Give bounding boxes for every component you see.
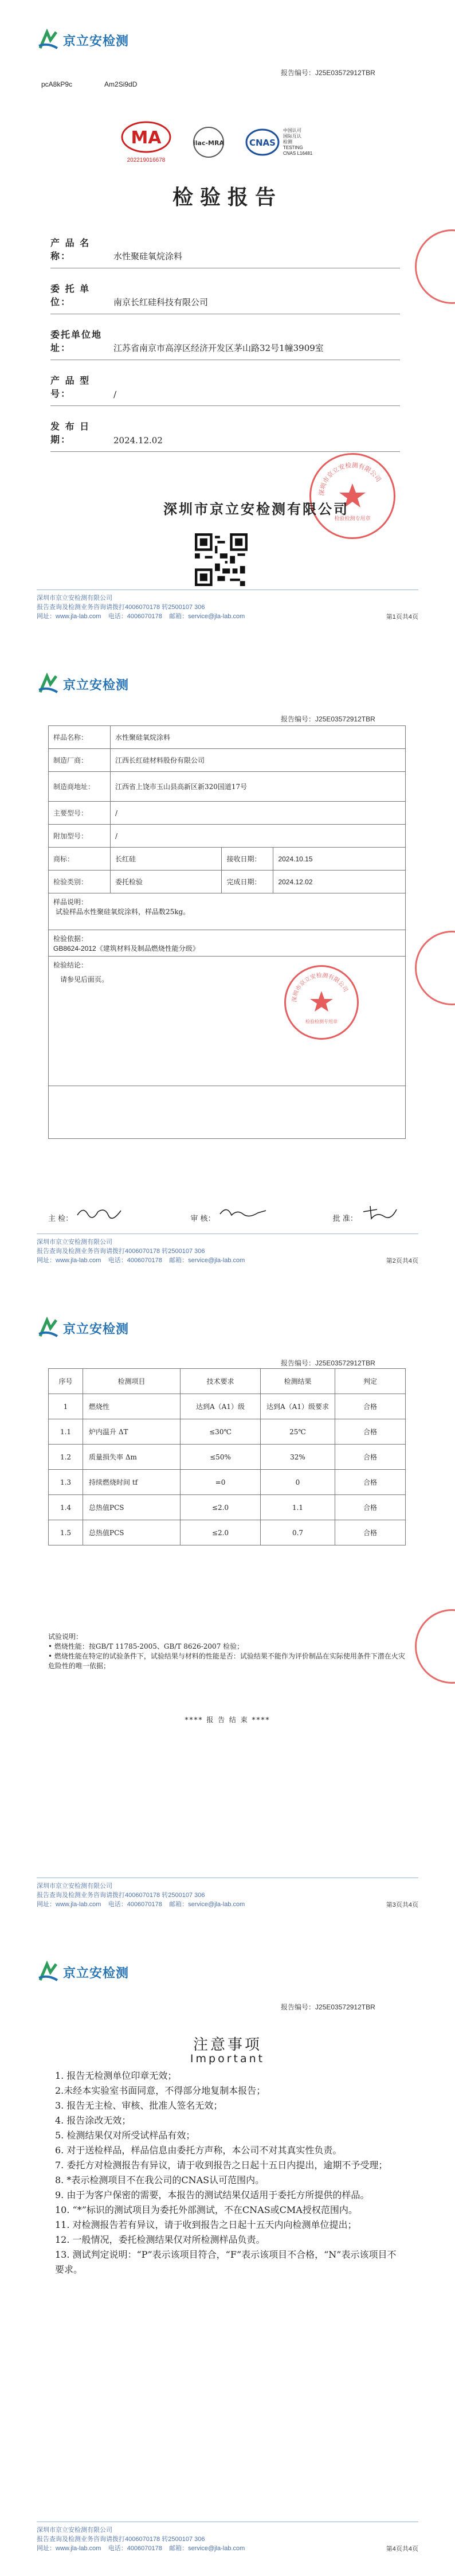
cma-logo <box>120 120 172 163</box>
info-row: 委 托 单 位： 南京长红硅科技有限公司 <box>50 268 400 314</box>
list-item: 4. 报告涂改无效； <box>55 2115 131 2126</box>
brand-name: 京立安检测 <box>63 34 130 49</box>
page-number: 第2页共4页 <box>386 1258 418 1264</box>
code-1: pcA8kP9c <box>41 80 73 88</box>
cnas-text: 中国认可 国际互认 检测 TESTING CNAS L16481 <box>283 127 313 156</box>
table-row: 1.2 质量损失率 Δm ≤50% 32% 合格 <box>49 1445 406 1470</box>
page-number: 第4页共4页 <box>386 2546 418 2552</box>
report-number: 报告编号：J25E03572912TBR <box>281 715 375 723</box>
side-stamp <box>415 931 455 1005</box>
notice-title-en: Important <box>190 2052 265 2065</box>
report-number: 报告编号：J25E03572912TBR <box>281 2003 375 2011</box>
sig-approve: 批 准： <box>333 1204 406 1223</box>
info-row: 产 品 型 号： / <box>50 360 400 406</box>
report-number: 报告编号：J25E03572912TBR <box>281 1359 375 1367</box>
brand-icon <box>37 29 60 52</box>
notice-title: 注意事项 <box>193 2036 262 2054</box>
report-title: 检验报告 <box>172 185 283 209</box>
list-item: 5. 检测结果仅对所受试样品有效； <box>55 2130 195 2141</box>
signature-row <box>48 1204 406 1223</box>
svg-text:MA: MA <box>131 128 162 148</box>
verification-codes <box>41 80 169 88</box>
list-item: 7. 委托方对检测报告有异议，请于收到报告之日起十五日内提出，逾期不予受理； <box>55 2160 388 2171</box>
footer-url[interactable]: www.jla-lab.com <box>56 613 101 620</box>
report-end: **** 报 告 结 束 **** <box>185 1716 270 1724</box>
certification-logos <box>120 120 312 163</box>
issuer-company: 深圳市京立安检测有限公司 <box>163 501 349 517</box>
list-item: 9. 由于为客户保密的需要，本报告的测试结果仅适用于委托方所提供的样品。 <box>55 2189 370 2200</box>
brand-logo: 京立安检测 <box>37 1961 129 1984</box>
brand-icon <box>37 1961 60 1984</box>
page-footer: 深圳市京立安检测有限公司 报告查询及检测业务咨询请拨打4006070178 转2500107 306 网址：www.jla-lab.com 电话：4006070178 邮箱：service@jla-lab.com 第1页共4页 <box>37 590 418 621</box>
cnas-icon <box>245 126 280 159</box>
cnas-logo <box>245 126 312 159</box>
table-row: 1.3 持续燃烧时间 tf =0 0 合格 <box>49 1470 406 1495</box>
table-header: 序号 检测项目 技术要求 检测结果 判定 <box>49 1369 406 1394</box>
info-row: 产 品 名 称： 水性聚硅氧烷涂料 <box>50 223 400 268</box>
signature-approver <box>360 1204 406 1221</box>
page-footer: 深圳市京立安检测有限公司 报告查询及检测业务咨询请拨打4006070178 转2500107 306 网址：www.jla-lab.com 电话：4006070178 邮箱：service@jla-lab.com 第4页共4页 <box>37 2522 418 2553</box>
page-2 <box>0 644 455 1288</box>
sample-info-table: 样品名称： 水性聚硅氧烷涂料 制造厂商： 江西长红硅材料股份有限公司 制造商地址： 江西省上饶市玉山县高新区新320国道17号 主要型号： / 附加型号： / 商标： 长红硅 接收日期： 2024.10.15 检验类别： 委托检验 完成日期： 2024.12.02 样品说明： 试验样品水性聚硅氧烷涂料，样品数25kg。 检验依据： GB8624-2012《建筑材料及制品燃烧性能分级》 检验结论： 请参见后面页。 <box>48 725 406 1139</box>
info-row: 委托单位地址： 江苏省南京市高淳区经济开发区茅山路32号1幢3909室 <box>50 314 400 360</box>
list-item: 8. *表示检测项目不在我公司的CNAS认可范围内。 <box>55 2175 265 2185</box>
page-number: 第1页共4页 <box>386 614 418 620</box>
test-notes: 试验说明： • 燃烧性能：按GB/T 11785-2005、GB/T 8626-2007 检验； • 燃烧性能在特定的试验条件下，试验结果与材料的性能是否：试验结果不能作为评价制品在实际使用条件下潜在火灾危险性的唯一依据； <box>48 1633 405 1670</box>
side-stamp <box>415 229 455 304</box>
sig-audit: 审 核： <box>190 1204 269 1223</box>
svg-text:深圳市京立安检测有限公司: 深圳市京立安检测有限公司 <box>291 972 349 1003</box>
list-item: 2.未经本实验室书面同意，不得部分地复制本报告； <box>55 2085 266 2096</box>
svg-text:检验检测专用章: 检验检测专用章 <box>334 516 371 522</box>
page-footer: 深圳市京立安检测有限公司 报告查询及检测业务咨询请拨打4006070178 转2500107 306 网址：www.jla-lab.com 电话：4006070178 邮箱：service@jla-lab.com 第3页共4页 <box>37 1878 418 1909</box>
ilac-mra-icon <box>186 126 232 159</box>
svg-text:ilac-MRA: ilac-MRA <box>193 139 224 147</box>
signature-inspector <box>75 1204 127 1221</box>
page-3 <box>0 1288 455 1932</box>
sig-main: 主 检： <box>48 1204 127 1223</box>
signature-auditor <box>218 1204 269 1221</box>
footer-mail[interactable]: service@jla-lab.com <box>188 613 245 620</box>
page-number: 第3页共4页 <box>386 1902 418 1908</box>
cma-number: 202219016678 <box>127 157 166 163</box>
notice-list <box>55 2068 399 2277</box>
brand-logo <box>37 29 129 52</box>
brand-icon <box>37 673 60 696</box>
brand-logo: 京立安检测 <box>37 1317 129 1340</box>
info-row: 发 布 日 期： 2024.12.02 <box>50 406 400 452</box>
brand-logo: 京立安检测 <box>37 673 129 696</box>
table-row: 1 燃烧性 达到A（A1）级 达到A（A1）级要求 合格 <box>49 1394 406 1419</box>
cma-icon <box>120 120 172 154</box>
list-item: 13. 测试判定说明：“P”表示该项目符合，“F”表示该项目不合格，“N”表示该项目不要求。 <box>55 2249 397 2275</box>
official-stamp <box>284 965 359 1040</box>
list-item: 10. “*”标识的测试项目为委托外部测试，不在CNAS或CMA授权范围内。 <box>55 2204 358 2215</box>
qr-code-icon <box>195 533 248 586</box>
page-1 <box>0 0 455 644</box>
list-item: 6. 对于送检样品，样品信息由委托方声称，本公司不对其真实性负责。 <box>55 2145 342 2156</box>
list-item: 3. 报告无主检、审核、批准人签名无效； <box>55 2100 223 2111</box>
page-footer: 深圳市京立安检测有限公司 报告查询及检测业务咨询请拨打4006070178 转2500107 306 网址：www.jla-lab.com 电话：4006070178 邮箱：service@jla-lab.com 第2页共4页 <box>37 1234 418 1265</box>
cover-info <box>50 223 400 452</box>
svg-text:CNAS: CNAS <box>249 137 276 148</box>
table-row: 1.4 总热值PCS ≤2.0 1.1 合格 <box>49 1495 406 1520</box>
svg-text:检验检测专用章: 检验检测专用章 <box>305 1019 338 1024</box>
svg-text:深圳市京立安检测有限公司: 深圳市京立安检测有限公司 <box>317 461 383 497</box>
list-item: 12. 一般情况，委托检测结果仅对所检测样品负责。 <box>55 2234 265 2245</box>
list-item: 1. 报告无检测单位印章无效； <box>55 2070 177 2081</box>
table-row: 1.1 炉内温升 ΔT ≤30℃ 25℃ 合格 <box>49 1419 406 1445</box>
report-number: 报告编号：J25E03572912TBR <box>281 69 375 77</box>
list-item: 11. 对检测报告若有异议，请于收到报告之日起十五天内向检测单位提出； <box>55 2219 357 2230</box>
code-2: Am2Si9dD <box>104 80 138 88</box>
results-table <box>48 1368 406 1545</box>
page-4 <box>0 1932 455 2576</box>
brand-icon <box>37 1317 60 1340</box>
table-row: 1.5 总热值PCS ≤2.0 0.7 合格 <box>49 1520 406 1545</box>
official-stamp <box>309 453 395 539</box>
side-stamp <box>415 1609 455 1684</box>
